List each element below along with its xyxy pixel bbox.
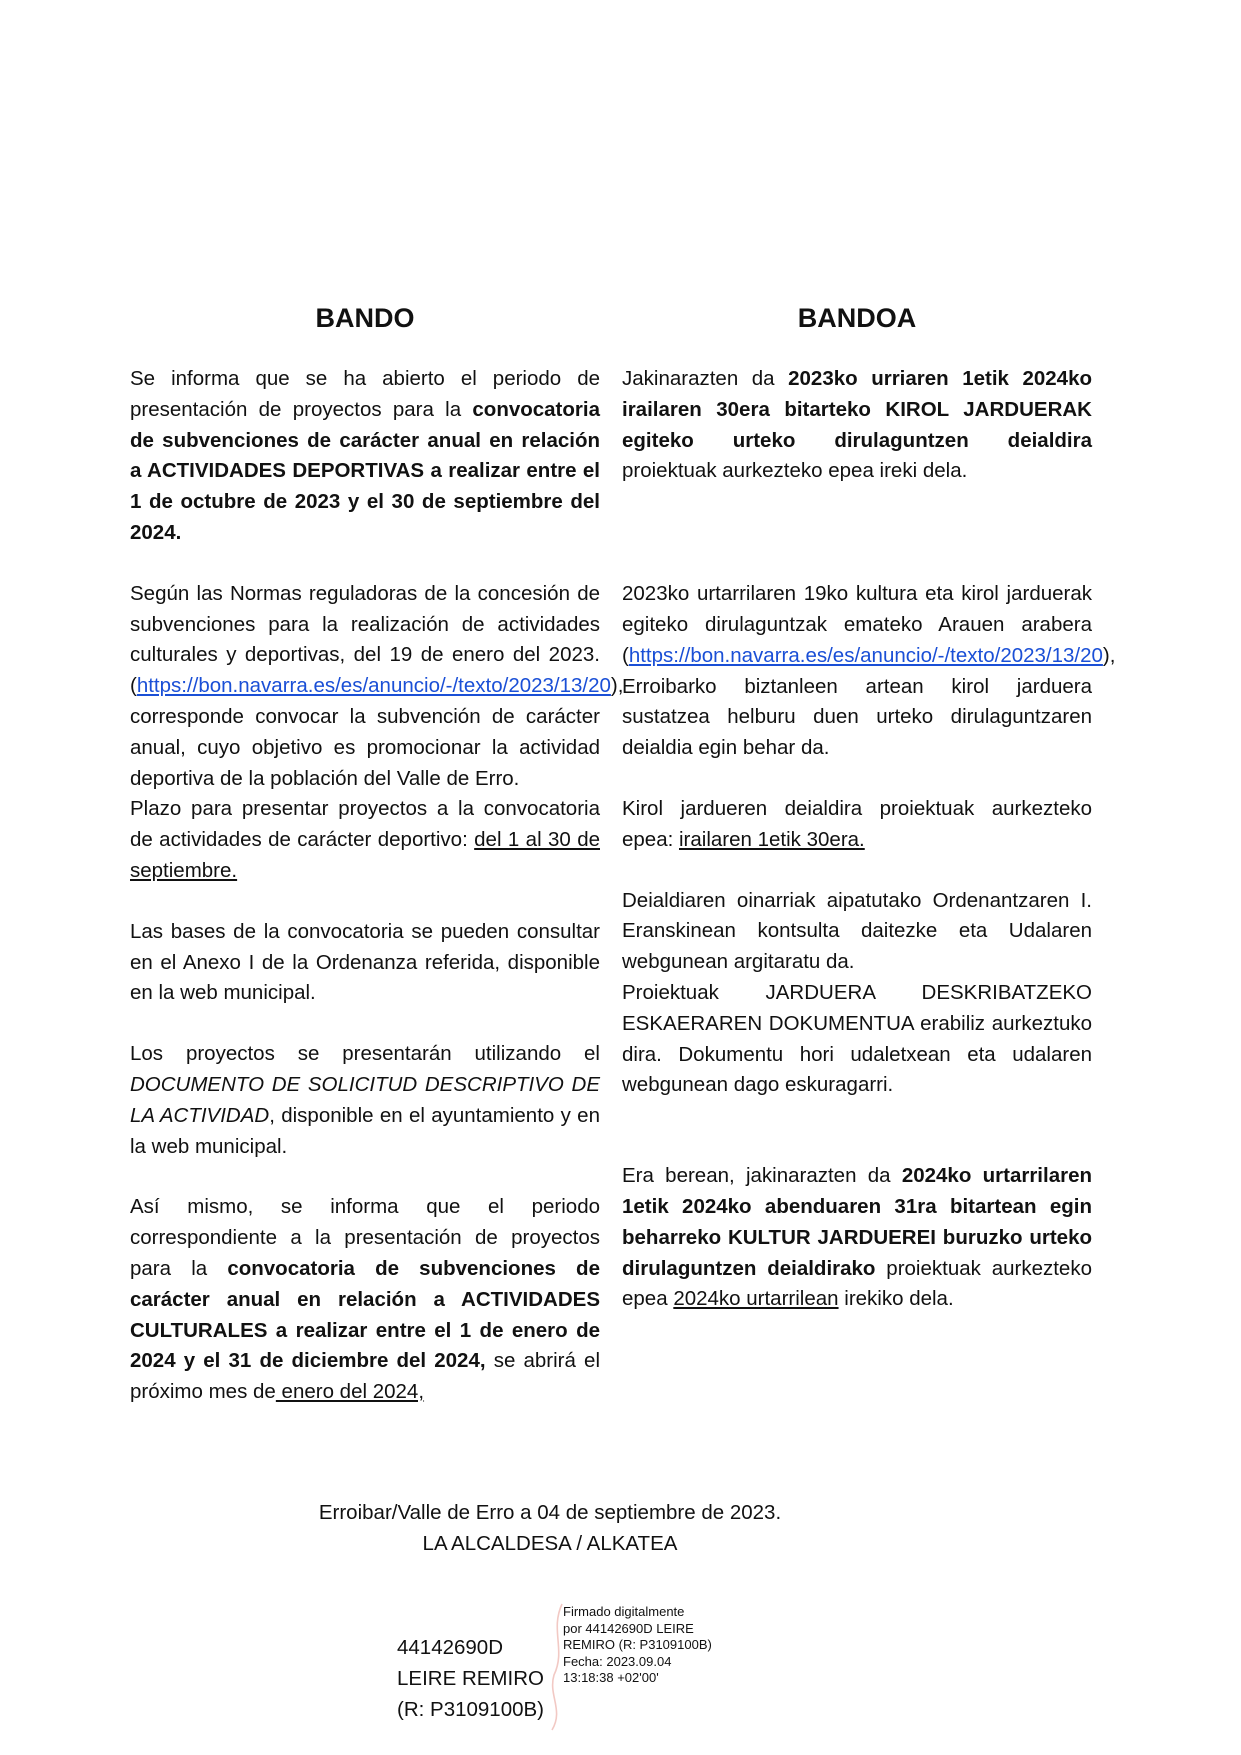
signer-name-block bbox=[397, 1632, 544, 1725]
signer-role: LA ALCALDESA / ALKATEA bbox=[422, 1532, 678, 1555]
text: Así mismo, se informa que el periodo correspondiente a la presentación de proyectos para la bbox=[130, 1195, 600, 1280]
text: Según las Normas reguladoras de la concesión de subvenciones para la realización de actividades culturales y deportivas, del 19 de enero del 2023. ( bbox=[130, 581, 600, 698]
bando-title: BANDO bbox=[315, 303, 415, 333]
text: Deialdiaren oinarriak aipatutako Ordenantzaren I. Eranskinean kontsulta daitezke eta Udalaren webgunean argitaratu da. bbox=[622, 888, 1092, 974]
signer-entity: (R: P3109100B) bbox=[397, 1698, 545, 1721]
bon-link[interactable]: https://bon.navarra.es/es/anuncio/-/texto/2023/13/20 bbox=[136, 674, 611, 698]
text: Jakinarazten da bbox=[622, 367, 789, 390]
text: , disponible en el ayuntamiento y en la web municipal. bbox=[130, 1103, 600, 1158]
signer-name: LEIRE REMIRO bbox=[397, 1667, 544, 1690]
signer-id: 44142690D bbox=[397, 1636, 504, 1659]
underlined-date: enero del 2024, bbox=[275, 1380, 425, 1404]
text: ), corresponde convocar la subvención de carácter anual, cuyo objetivo es promocionar la actividad deportiva de la población del Valle de Erro. bbox=[130, 674, 624, 790]
digital-signature-line: por 44142690D LEIRE bbox=[563, 1620, 694, 1636]
left-paragraph-3: Las bases de la convocatoria se pueden consultar en el Anexo I de la Ordenanza referida, disponible en la web municipal. bbox=[130, 919, 600, 1005]
left-paragraph-4 bbox=[130, 1039, 600, 1162]
underlined-deadline: del 1 al 30 de septiembre. bbox=[130, 828, 600, 882]
digital-signature-line: REMIRO (R: P3109100B) bbox=[563, 1637, 712, 1652]
text: se abrirá el próximo mes de bbox=[130, 1349, 600, 1404]
right-column-basque bbox=[622, 296, 1116, 1315]
digital-signature-stamp bbox=[563, 1604, 712, 1687]
digital-signature-line: Fecha: 2023.09.04 bbox=[563, 1653, 672, 1669]
text: Los proyectos se presentarán utilizando el bbox=[130, 1042, 600, 1066]
text: Proiektuak JARDUERA DESKRIBATZEKO ESKAERAREN DOKUMENTUA erabiliz aurkeztuko dira. Dokumentu hori udaletxean eta udalaren webgunean dago eskuragarri. bbox=[622, 980, 1092, 1097]
left-paragraph-1 bbox=[130, 364, 600, 549]
left-paragraph-5 bbox=[130, 1192, 600, 1408]
bon-link[interactable]: https://bon.navarra.es/es/anuncio/-/texto/2023/13/20 bbox=[628, 643, 1103, 667]
bandoa-title: BANDOA bbox=[797, 303, 917, 333]
text: Kirol jardueren deialdira proiektuak aurkezteko epea: bbox=[622, 796, 1092, 851]
text: ), Erroibarko biztanleen artean kirol jarduera sustatzea helburu duen urteko dirulaguntzaren deialdia egin behar da. bbox=[622, 643, 1116, 760]
right-paragraph-5 bbox=[622, 1161, 1092, 1315]
text: Plazo para presentar proyectos a la convocatoria de actividades de carácter deportivo: bbox=[130, 797, 600, 852]
text: proiektuak aurkezteko epea bbox=[622, 1256, 1092, 1311]
left-column-spanish bbox=[130, 296, 624, 1408]
bold-text: convocatoria de subvenciones de carácter anual en relación a ACTIVIDADES DEPORTIVAS a realizar entre el 1 de octubre de 2023 y el 30 de septiembre del 2024. bbox=[130, 397, 600, 544]
bold-text: 2024ko urtarrilaren 1etik 2024ko abenduaren 31ra bitartean egin beharreko KULTUR JARDUEREI buruzko urteko dirulaguntzen deialdirako bbox=[622, 1164, 1092, 1280]
text: proiektuak aurkezteko epea ireki dela. bbox=[622, 459, 968, 483]
digital-signature-line: 13:18:38 +02'00' bbox=[563, 1670, 659, 1685]
text: 2023ko urtarrilaren 19ko kultura eta kirol jarduerak egiteko dirulaguntzak emateko Arauen arabera ( bbox=[622, 582, 1092, 667]
right-paragraph-2 bbox=[622, 579, 1116, 764]
right-paragraph-4 bbox=[622, 886, 1092, 1102]
underlined-date: 2024ko urtarrilean bbox=[673, 1287, 839, 1311]
italic-text: DOCUMENTO DE SOLICITUD DESCRIPTIVO DE LA ACTIVIDAD bbox=[130, 1072, 600, 1127]
right-paragraph-3 bbox=[622, 794, 1092, 856]
digital-signature-line: Firmado digitalmente bbox=[563, 1604, 685, 1619]
text: Se informa que se ha abierto el periodo de presentación de proyectos para la bbox=[130, 367, 600, 421]
bold-text: 2023ko urriaren 1etik 2024ko irailaren 30era bitarteko KIROL JARDUERAK egiteko urteko dirulaguntzen deialdira bbox=[622, 367, 1092, 452]
bold-text: convocatoria de subvenciones de carácter anual en relación a ACTIVIDADES CULTURALES a realizar entre el 1 de enero de 2024 y el 31 de diciembre del 2024, bbox=[130, 1256, 600, 1373]
right-paragraph-1 bbox=[622, 364, 1092, 487]
text: Era berean, jakinarazten da bbox=[622, 1164, 902, 1188]
underlined-deadline: irailaren 1etik 30era. bbox=[679, 827, 865, 851]
left-paragraph-2 bbox=[130, 579, 624, 887]
text: irekiko dela. bbox=[838, 1287, 954, 1311]
place-date: Erroibar/Valle de Erro a 04 de septiembre de 2023. bbox=[318, 1501, 782, 1524]
